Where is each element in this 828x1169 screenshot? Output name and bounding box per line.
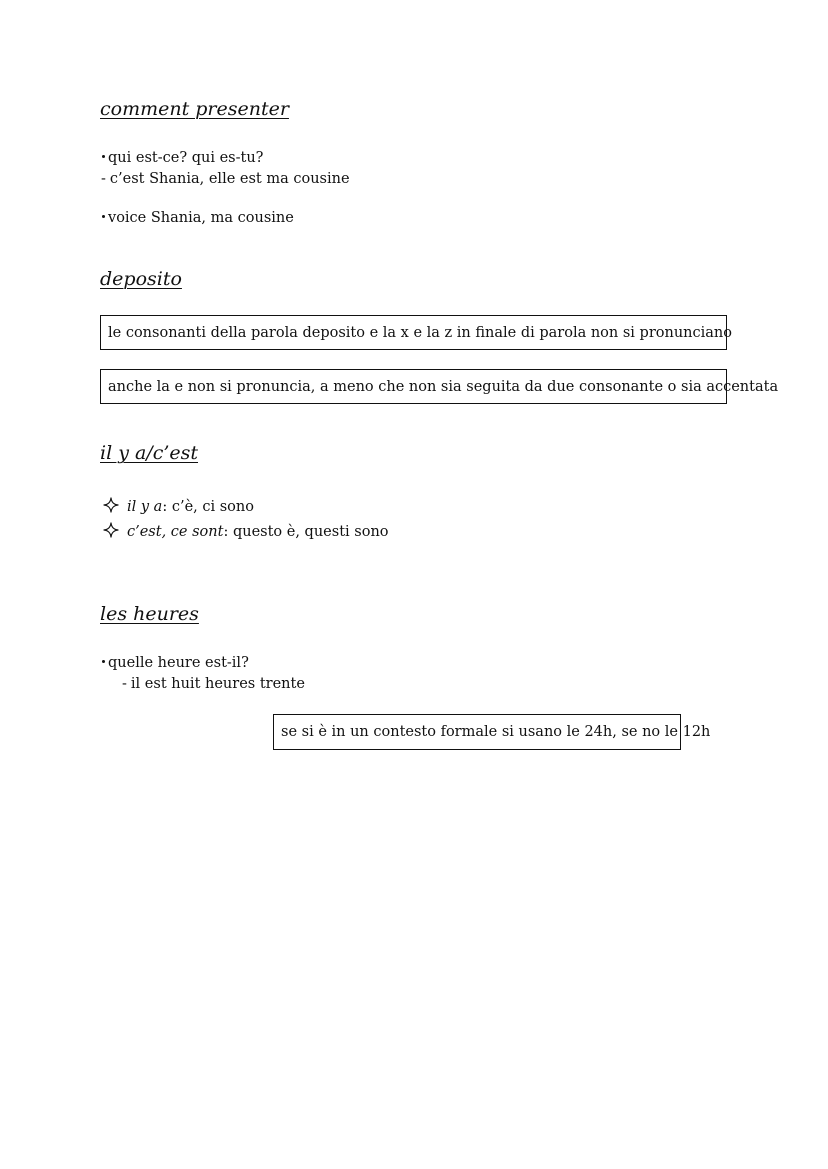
example-text: voice Shania, ma cousine — [108, 210, 294, 226]
heading-comment-presenter: comment presenter — [100, 98, 289, 120]
meaning-text: : c’è, ci sono — [162, 499, 254, 515]
answer-text: c’est Shania, elle est ma cousine — [109, 171, 350, 187]
question-text: quelle heure est-il? — [108, 655, 249, 671]
dot-bullet-icon — [102, 155, 105, 158]
dash-marker: - — [101, 171, 106, 187]
heading-les-heures: les heures — [100, 603, 199, 625]
dot-bullet-icon — [102, 215, 105, 218]
note-box-text: le consonanti della parola deposito e la x e la z in finale di parola non si pronunciano — [108, 324, 732, 341]
sparkle-star-icon — [103, 522, 119, 538]
sparkle-star-icon — [103, 497, 119, 513]
question-text: qui est-ce? qui es-tu? — [108, 150, 264, 166]
meaning-text: : questo è, questi sono — [223, 524, 389, 540]
answer-line — [122, 676, 305, 692]
question-line — [101, 150, 263, 166]
heading-il-y-a-c-est: il y a/c’est — [100, 442, 199, 464]
example-line — [101, 210, 294, 226]
answer-line — [101, 171, 350, 187]
dot-bullet-icon — [102, 660, 105, 663]
note-box-text: se si è in un contesto formale si usano le 24h, se no le 12h — [281, 724, 711, 740]
note-box-text: anche la e non si pronuncia, a meno che non sia seguita da due consonante o sia accentata — [108, 378, 779, 395]
note-box — [273, 714, 711, 750]
note-box — [100, 315, 732, 350]
answer-text: il est huit heures trente — [130, 676, 305, 692]
note-box — [100, 369, 779, 404]
list-item — [103, 497, 254, 515]
term-text: il y a — [127, 499, 163, 515]
list-item — [103, 522, 389, 540]
dash-marker: - — [122, 676, 127, 692]
heading-deposito: deposito — [100, 268, 182, 290]
term-text: c’est, ce sont — [127, 524, 224, 540]
question-line — [101, 655, 249, 671]
